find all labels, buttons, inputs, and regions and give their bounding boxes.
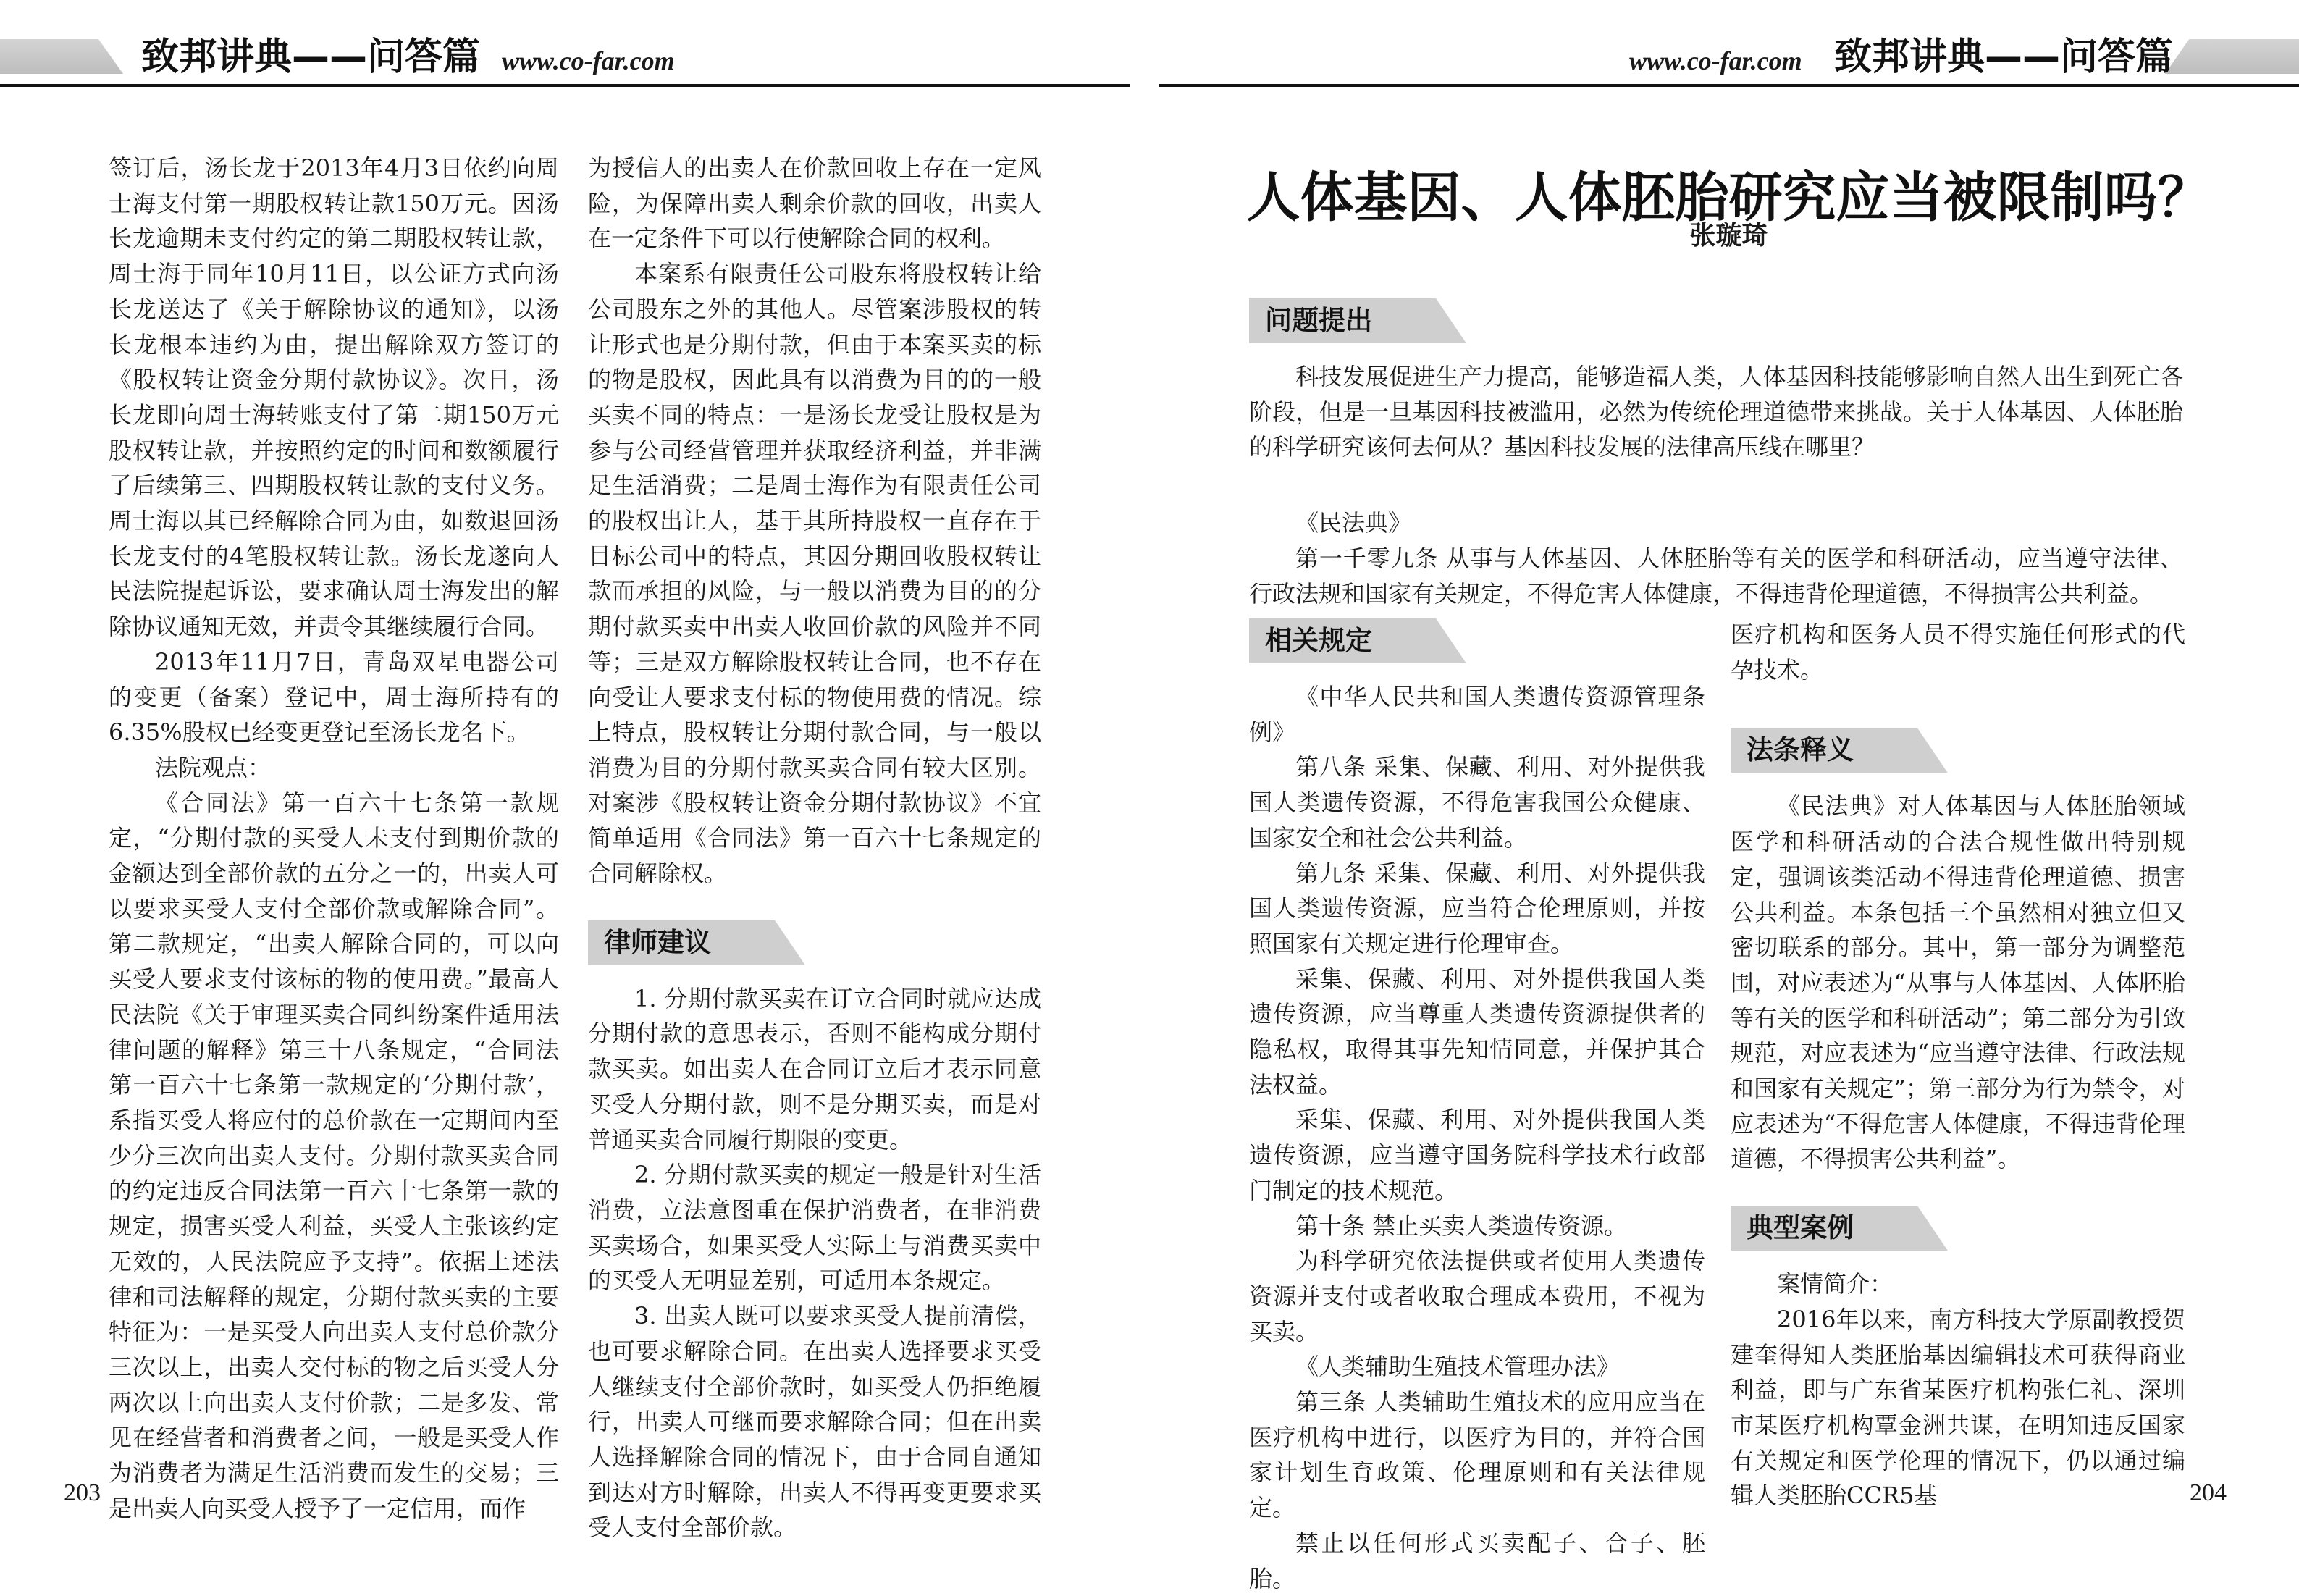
lawyer-advice-item: 1. 分期付款买卖在订立合同时就应达成分期付款的意思表示，否则不能构成分期付款买卖。如出卖人在合同订立后才表示同意买受人分期付款，则不是分期买卖，而是对普通买卖合同履行期限的变更。 xyxy=(588,984,1041,1154)
article-title: 人体基因、人体胚胎研究应当被限制吗？ xyxy=(1246,167,2211,229)
case-paragraph: 2016年以来，南方科技大学原副教授贺建奎得知人类胚胎基因编辑技术可获得商业利益，即与广东省某医疗机构张仁礼、深圳市某医疗机构覃金洲共谋，在明知违反国家有关规定和医学伦理的情况下，仍以通过编辑人类胚胎CCR5基 xyxy=(1731,1305,2185,1510)
website-url-right: www.co-far.com xyxy=(1629,46,1802,75)
section-heading-question xyxy=(1249,298,2183,343)
case-paragraph: 为授信人的出卖人在价款回收上存在一定风险，为保障出卖人剩余价款的回收，出卖人在一定条件下可以行使解除合同的权利。 xyxy=(588,154,1041,253)
regulation-paragraph: 《中华人民共和国人类遗传资源管理条例》 xyxy=(1249,683,1705,746)
section-heading-regulations xyxy=(1249,618,1705,663)
section-heading-interpretation xyxy=(1731,728,2185,773)
regulation-paragraph: 采集、保藏、利用、对外提供我国人类遗传资源，应当尊重人类遗传资源提供者的隐私权，取得其事先知情同意，并保护其合法权益。 xyxy=(1249,965,1705,1099)
section-heading-label: 问题提出 xyxy=(1265,305,1372,336)
left-column-2 xyxy=(588,151,1041,1545)
regulation-paragraph: 《人类辅助生殖技术管理办法》 xyxy=(1295,1353,1621,1381)
case-paragraph: 本案系有限责任公司股东将股权转让给公司股东之外的其他人。尽管案涉股权的转让形式也是分期付款，但由于本案买卖的标的物是股权，因此具有以消费为目的的一般买卖不同的特点：一是汤长龙受让股权是为参与公司经营管理并获取经济利益，并非满足生活消费；二是周士海作为有限责任公司的股权出让人，基于其所持股权一直存在于目标公司中的特点，其因分期回收股权转让款而承担的风险，与一般以消费为目的的分期付款买卖中出卖人收回价款的风险并不同等；三是双方解除股权转让合同，也不存在向受让人要求支付标的物使用费的情况。综上特点，股权转让分期付款合同，与一般以消费为目的分期付款买卖合同有较大区别。对案涉《股权转让资金分期付款协议》不宜简单适用《合同法》第一百六十七条规定的合同解除权。 xyxy=(588,260,1041,888)
court-opinion-paragraph: 《合同法》第一百六十七条第一款规定，“分期付款的买受人未支付到期价款的金额达到全部价款的五分之一的，出卖人可以要求买受人支付全部价款或解除合同”。第二款规定，“出卖人解除合同的，可以向买受人要求支付该标的物的使用费。”最高人民法院《关于审理买卖合同纠纷案件适用法律问题的解释》第三十八条规定，“合同法第一百六十七条第一款规定的‘分期付款’，系指买受人将应付的总价款在一定期间内至少分三次向出卖人支付。分期付款买卖合同的约定违反合同法第一百六十七条第一款的规定，损害买受人利益，买受人主张该约定无效的，人民法院应予支持”。依据上述法律和司法解释的规定，分期付款买卖的主要特征为：一是买受人向出卖人支付总价款分三次以上，出卖人交付标的物之后买受人分两次以上向出卖人支付价款；二是多发、常见在经营者和消费者之间，一般是买受人作为消费者为满足生活消费而发生的交易；三是出卖人向买受人授予了一定信用，而作 xyxy=(109,789,559,1522)
regulation-continuation: 医疗机构和医务人员不得实施任何形式的代孕技术。 xyxy=(1731,621,2185,684)
header-rule-right xyxy=(1159,84,2299,87)
case-paragraph: 2013年11月7日，青岛双星电器公司的变更（备案）登记中，周士海所持有的6.35%股权已经变更登记至汤长龙名下。 xyxy=(109,647,559,747)
regulation-paragraph: 第十条 禁止买卖人类遗传资源。 xyxy=(1295,1211,1628,1240)
section-heading-label: 法条释义 xyxy=(1747,734,1854,766)
civil-code-title: 《民法典》 xyxy=(1295,509,1412,537)
section-heading-lawyer xyxy=(588,920,1041,965)
header-rule-left xyxy=(0,84,1130,87)
court-opinion-label: 法院观点： xyxy=(155,753,272,781)
lawyer-advice-item: 2. 分期付款买卖的规定一般是针对生活消费，立法意图重在保护消费者，在非消费买卖场合，如果买受人实际上与消费买卖中的买受人无明显差别，可适用本条规定。 xyxy=(588,1161,1041,1295)
header-band-left xyxy=(0,39,123,74)
section-heading-case xyxy=(1731,1206,2185,1251)
question-section xyxy=(1249,298,2183,611)
website-url-left: www.co-far.com xyxy=(502,46,675,75)
interpretation-paragraph: 《民法典》对人体基因与人体胚胎领域医学和科研活动的合法合规性做出特别规定，强调该类活动不得违背伦理道德、损害公共利益。本条包括三个虽然相对独立但又密切联系的部分。其中，第一部分为调整范围，对应表述为“从事与人体基因、人体胚胎等有关的医学和科研活动”；第二部分为引致规范，对应表述为“应当遵守法律、行政法规和国家有关规定”；第三部分为行为禁令，对应表述为“不得危害人体健康，不得违背伦理道德，不得损害公共利益”。 xyxy=(1731,792,2185,1173)
right-column-2 xyxy=(1731,617,2185,1513)
regulation-paragraph: 禁止以任何形式买卖配子、合子、胚胎。 xyxy=(1249,1529,1705,1592)
section-heading-label: 律师建议 xyxy=(604,926,711,958)
regulation-paragraph: 第九条 采集、保藏、利用、对外提供我国人类遗传资源，应当符合伦理原则，并按照国家有关规定进行伦理审查。 xyxy=(1249,859,1705,957)
left-column-1 xyxy=(109,151,559,1526)
regulation-paragraph: 第八条 采集、保藏、利用、对外提供我国人类遗传资源，不得危害我国公众健康、国家安全和社会公共利益。 xyxy=(1249,753,1705,852)
regulation-paragraph: 为科学研究依法提供或者使用人类遗传资源并支付或者收取合理成本费用，不视为买卖。 xyxy=(1249,1247,1705,1345)
page-number-right: 204 xyxy=(2190,1479,2227,1506)
lawyer-advice-item: 3. 出卖人既可以要求买受人提前清偿，也可要求解除合同。在出卖人选择要求买受人继续支付全部价款时，如买受人仍拒绝履行，出卖人可继而要求解除合同；但在出卖人选择解除合同的情况下，由于合同自通知到达对方时解除，出卖人不得再变更要求买受人支付全部价款。 xyxy=(588,1302,1041,1542)
section-heading-label: 相关规定 xyxy=(1265,625,1372,656)
regulation-paragraph: 第三条 人类辅助生殖技术的应用应当在医疗机构中进行，以医疗为目的，并符合国家计划生育政策、伦理原则和有关法律规定。 xyxy=(1249,1388,1705,1522)
case-intro-label: 案情简介： xyxy=(1777,1270,1894,1298)
civil-code-article: 第一千零九条 从事与人体基因、人体胚胎等有关的医学和科研活动，应当遵守法律、行政法规和国家有关规定，不得危害人体健康，不得违背伦理道德，不得损害公共利益。 xyxy=(1249,544,2183,608)
case-paragraph: 签订后，汤长龙于2013年4月3日依约向周士海支付第一期股权转让款150万元。因汤长龙逾期未支付约定的第二期股权转让款，周士海于同年10月11日，以公证方式向汤长龙送达了《关于解除协议的通知》，以汤长龙根本违约为由，提出解除双方签订的《股权转让资金分期付款协议》。次日，汤长龙即向周士海转账支付了第二期150万元股权转让款，并按照约定的时间和数额履行了后续第三、四期股权转让款的支付义务。周士海以其已经解除合同为由，如数退回汤长龙支付的4笔股权转让款。汤长龙遂向人民法院提起诉讼，要求确认周士海发出的解除协议通知无效，并责令其继续履行合同。 xyxy=(109,154,559,641)
header-band-right xyxy=(2165,39,2299,74)
article-author: 张璇琦 xyxy=(1689,221,1768,251)
running-title-right: 致邦讲典——问答篇 xyxy=(1834,35,2174,79)
page-number-left: 203 xyxy=(64,1479,101,1506)
regulation-paragraph: 采集、保藏、利用、对外提供我国人类遗传资源，应当遵守国务院科学技术行政部门制定的技术规范。 xyxy=(1249,1106,1705,1204)
running-title-left: 致邦讲典——问答篇 xyxy=(141,35,481,79)
question-paragraph: 科技发展促进生产力提高，能够造福人类，人体基因科技能够影响自然人出生到死亡各阶段，但是一旦基因科技被滥用，必然为传统伦理道德带来挑战。关于人体基因、人体胚胎的科学研究该何去何从？基因科技发展的法律高压线在哪里？ xyxy=(1249,363,2183,461)
section-heading-label: 典型案例 xyxy=(1747,1212,1854,1244)
right-column-1 xyxy=(1249,618,1705,1596)
